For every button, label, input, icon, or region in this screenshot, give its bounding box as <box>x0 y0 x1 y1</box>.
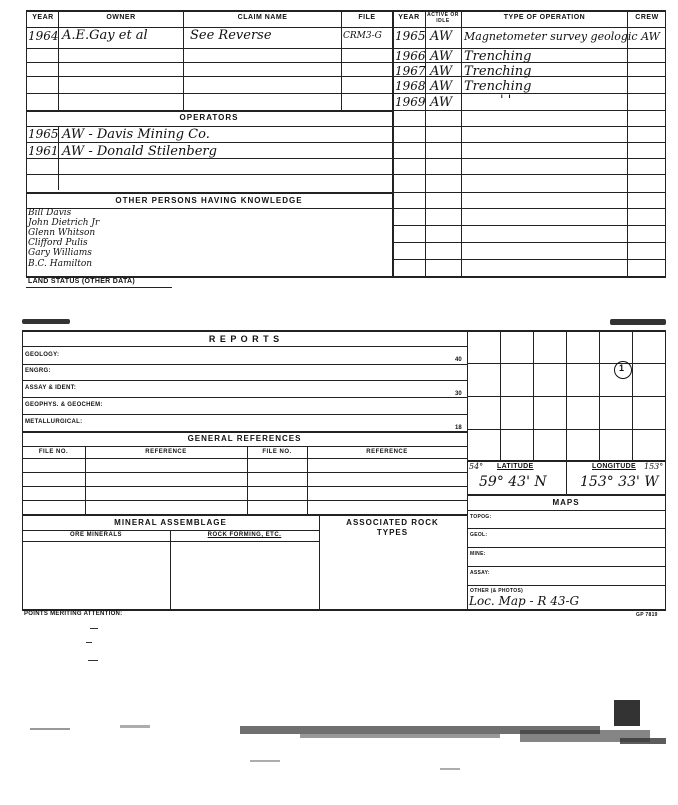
operation-year: 1968 <box>395 79 426 93</box>
report-number: 30 <box>455 391 462 397</box>
maps-assay: ASSAY: <box>470 570 490 576</box>
report-label-engrg: ENGRG: <box>25 368 51 374</box>
maps-other-value: Loc. Map - R 43-G <box>469 594 580 608</box>
file-number: CRM3-G <box>343 31 382 41</box>
person-name: Glenn Whitson <box>28 228 96 238</box>
person-name: Bill Davis <box>28 208 72 218</box>
owner-year: 1964 <box>28 29 59 43</box>
header-year-2: YEAR <box>398 14 420 21</box>
associated-rock-types: ASSOCIATED ROCK TYPES <box>346 518 439 537</box>
maps-other: OTHER (& PHOTOS) <box>470 588 524 594</box>
ref-header-reference-2: REFERENCE <box>366 449 408 455</box>
header-active-idle: ACTIVE OR IDLE <box>427 12 459 24</box>
operation-year: 1969 <box>395 95 426 109</box>
operation-type: Magnetometer survey geologic AW <box>464 30 660 43</box>
operation-status: AW <box>430 29 453 44</box>
claim-name: See Reverse <box>190 28 272 43</box>
operators-title: OPERATORS <box>179 113 239 122</box>
operation-type: Trenching <box>464 49 532 64</box>
person-name: Gary Williams <box>28 248 92 258</box>
header-owner: OWNER <box>106 14 136 21</box>
grid-mark-number: 1 <box>619 363 625 373</box>
operator-name: AW - Davis Mining Co. <box>62 127 210 142</box>
person-name: Clifford Pulis <box>28 238 88 248</box>
operation-year: 1965 <box>395 29 426 43</box>
maps-geol: GEOL: <box>470 532 488 538</box>
longitude-label: LONGITUDE <box>592 463 636 470</box>
points-meriting-attention: POINTS MERITING ATTENTION: <box>24 611 123 617</box>
latitude-value: 59° 43' N <box>479 474 547 490</box>
ref-header-reference: REFERENCE <box>145 449 187 455</box>
operation-type: ' ' <box>500 93 512 108</box>
header-type-of-operation: TYPE OF OPERATION <box>503 14 586 21</box>
report-label-assay: ASSAY & IDENT: <box>25 385 77 391</box>
ref-header-file-no: FILE NO. <box>38 449 69 455</box>
maps-topog: TOPOG: <box>470 514 492 520</box>
operation-type: Trenching <box>464 64 532 79</box>
owner-name: A.E.Gay et al <box>62 28 148 43</box>
maps-mine: MINE: <box>470 551 486 557</box>
header-year: YEAR <box>32 14 54 21</box>
operator-name: AW - Donald Stilenberg <box>62 144 217 159</box>
person-name: B.C. Hamilton <box>28 259 93 269</box>
latitude-label: LATITUDE <box>497 463 534 470</box>
latitude-prefix: 54° <box>469 462 484 471</box>
operation-status: AW <box>430 79 453 94</box>
mineral-assemblage-title: MINERAL ASSEMBLAGE <box>114 518 227 527</box>
operation-status: AW <box>430 64 453 79</box>
operation-status: AW <box>430 95 453 110</box>
report-label-geophys: GEOPHYS. & GEOCHEM: <box>25 402 103 408</box>
operation-year: 1967 <box>395 64 426 78</box>
report-number: 40 <box>455 357 462 363</box>
operation-year: 1966 <box>395 49 426 63</box>
general-references-title: GENERAL REFERENCES <box>187 434 302 443</box>
ref-header-file-no-2: FILE NO. <box>262 449 292 455</box>
reports-title: R E P O R T S <box>208 334 281 344</box>
maps-title: MAPS <box>552 498 580 507</box>
ore-minerals-label: ORE MINERALS <box>69 532 122 538</box>
person-name: John Dietrich Jr <box>28 218 100 228</box>
land-status-label: LAND STATUS (OTHER DATA) <box>28 278 136 285</box>
header-file: FILE <box>358 14 376 21</box>
report-number: 18 <box>455 425 462 431</box>
operation-type: Trenching <box>464 79 532 94</box>
operator-year: 1965 <box>28 127 59 141</box>
report-label-geology: GEOLOGY: <box>25 352 60 358</box>
operator-year: 1961 <box>28 144 59 158</box>
longitude-suffix: 153° <box>644 462 664 471</box>
longitude-value: 153° 33' W <box>580 474 659 490</box>
form-number: GP 7819 <box>636 612 658 618</box>
operation-status: AW <box>430 49 453 64</box>
header-crew: CREW <box>635 14 659 21</box>
report-label-metallurgical: METALLURGICAL: <box>25 419 83 425</box>
rock-forming-label: ROCK FORMING, ETC. <box>207 532 282 538</box>
other-persons-title: OTHER PERSONS HAVING KNOWLEDGE <box>115 196 303 205</box>
header-claim-name: CLAIM NAME <box>237 14 288 21</box>
